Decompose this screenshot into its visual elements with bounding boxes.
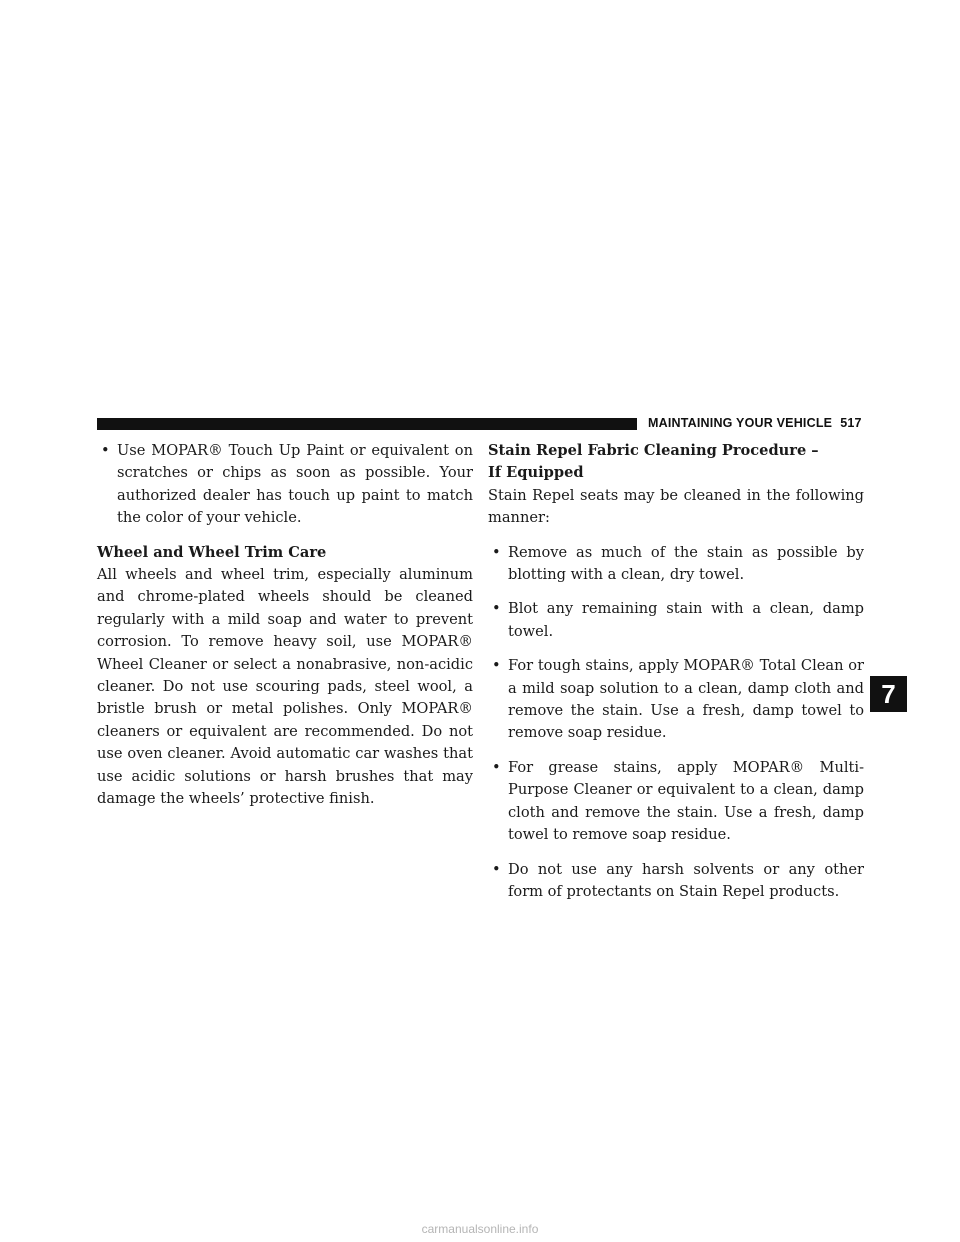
bullet-icon: • [492,657,501,675]
bullet-icon: • [492,543,501,561]
list-item [488,757,864,847]
list-item [97,440,473,530]
list-item [488,542,864,587]
left-column [97,440,473,823]
bullet-icon: • [492,860,501,878]
list-item-text: For tough stains, apply MOPAR® Total Clean or a mild soap solution to a clean, damp cloth and remove the stain. Use a fresh, damp towel to remove soap residue. [508,657,864,742]
chapter-tab: 7 [870,676,907,712]
body-paragraph: All wheels and wheel trim, especially aluminum and chrome-plated wheels should be cleaned regularly with a mild soap and water to prevent corrosion. To remove heavy soil, use MOPAR® Wheel Cleaner or select a nonabrasive, non-acidic cleaner. Do not use scouring pads, steel wool, a bristle brush or metal polishes. Only MOPAR® cleaners or equivalent are recommended. Do not use oven cleaner. Avoid automatic car washes that use acidic solutions or harsh brushes that may damage the wheels’ protective finish. [97,566,473,808]
list-item-text: Do not use any harsh solvents or any other form of protectants on Stain Repel products. [508,860,864,900]
list-item [488,655,864,745]
list-item [488,598,864,643]
running-header [648,416,862,430]
bullet-icon: • [492,600,501,618]
list-item-text: Remove as much of the stain as possible by blotting with a clean, dry towel. [508,543,864,584]
list-item-text: Use MOPAR® Touch Up Paint or equivalent on scratches or chips as soon as possible. Your authorized dealer has touch up paint to match the color of your vehicle. [117,442,473,527]
watermark-link[interactable]: carmanualsonline.info [421,1222,539,1236]
list-item [488,859,864,904]
intro-paragraph: Stain Repel seats may be cleaned in the following manner: [488,486,864,527]
heading-line: Stain Repel Fabric Cleaning Procedure – [488,442,819,459]
header-rule [97,418,637,430]
bullet-icon: • [492,758,501,776]
section-title: MAINTAINING YOUR VEHICLE [648,416,833,430]
section-heading [488,440,864,485]
section-heading: Wheel and Wheel Trim Care [97,543,327,561]
list-item-text: For grease stains, apply MOPAR® Multi-Purpose Cleaner or equivalent to a clean, damp cloth and remove the stain. Use a fresh, damp towel to remove soap residue. [508,758,864,844]
right-column [488,440,864,915]
page-number: 517 [840,416,862,430]
heading-line: If Equipped [488,464,584,482]
bullet-icon: • [101,442,110,459]
list-item-text: Blot any remaining stain with a clean, damp towel. [508,600,864,640]
